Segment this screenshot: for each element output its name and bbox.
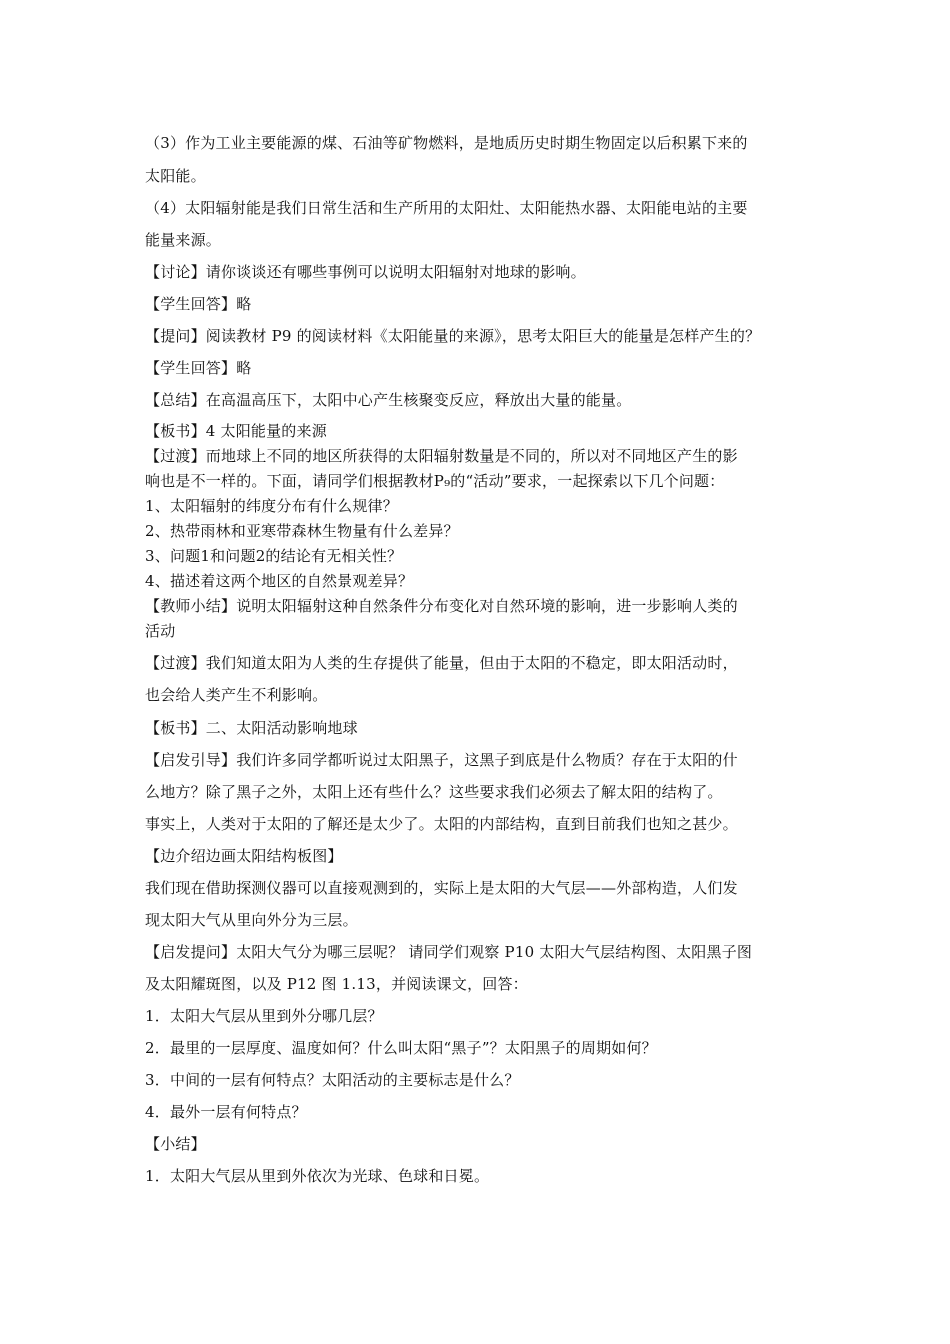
text-line: （3）作为工业主要能源的煤、石油等矿物燃料，是地质历史时期生物固定以后积累下来的 bbox=[145, 134, 748, 152]
text-line: 3、问题1和问题2的结论有无相关性？ bbox=[145, 547, 403, 565]
text-line: 活动 bbox=[145, 622, 176, 640]
text-line: 【边介绍边画太阳结构板图】 bbox=[145, 847, 343, 865]
text-line: 【过渡】而地球上不同的地区所获得的太阳辐射数量是不同的，所以对不同地区产生的影 bbox=[145, 447, 738, 465]
text-line: 及太阳耀斑图，以及 P12 图 1.13，并阅读课文，回答： bbox=[145, 975, 528, 993]
text-line: 【提问】阅读教材 P9 的阅读材料《太阳能量的来源》，思考太阳巨大的能量是怎样产生的？ bbox=[145, 327, 761, 345]
text-line: 么地方？除了黑子之外，太阳上还有些什么？这些要求我们必须去了解太阳的结构了。 bbox=[145, 783, 723, 801]
text-line: 能量来源。 bbox=[145, 231, 222, 249]
text-line: 【板书】4 太阳能量的来源 bbox=[145, 422, 327, 440]
text-line: 响也是不一样的。下面，请同学们根据教材P₉的“活动”要求，一起探索以下几个问题： bbox=[145, 472, 725, 490]
text-line: 2、热带雨林和亚寒带森林生物量有什么差异？ bbox=[145, 522, 459, 540]
text-line: 【小结】 bbox=[145, 1135, 206, 1153]
text-line: 3．中间的一层有何特点？太阳活动的主要标志是什么？ bbox=[145, 1071, 520, 1089]
text-line: 1．太阳大气层从里到外分哪几层？ bbox=[145, 1007, 383, 1025]
text-line: （4）太阳辐射能是我们日常生活和生产所用的太阳灶、太阳能热水器、太阳能电站的主要 bbox=[145, 199, 748, 217]
text-line: 1．太阳大气层从里到外依次为光球、色球和日冕。 bbox=[145, 1167, 490, 1185]
text-line: 【总结】在高温高压下，太阳中心产生核聚变反应，释放出大量的能量。 bbox=[145, 391, 632, 409]
text-line: 1、太阳辐射的纬度分布有什么规律？ bbox=[145, 497, 398, 515]
text-line: 【过渡】我们知道太阳为人类的生存提供了能量，但由于太阳的不稳定，即太阳活动时， bbox=[145, 654, 738, 672]
text-line: 【教师小结】说明太阳辐射这种自然条件分布变化对自然环境的影响，进一步影响人类的 bbox=[145, 597, 738, 615]
text-line: 事实上，人类对于太阳的了解还是太少了。太阳的内部结构，直到目前我们也知之甚少。 bbox=[145, 815, 738, 833]
text-line: 【学生回答】略 bbox=[145, 359, 252, 377]
text-line: 【启发引导】我们许多同学都听说过太阳黑子，这黑子到底是什么物质？存在于太阳的什 bbox=[145, 751, 738, 769]
text-line: 也会给人类产生不利影响。 bbox=[145, 686, 328, 704]
text-line: 4、描述着这两个地区的自然景观差异？ bbox=[145, 572, 414, 590]
text-line: 【讨论】请你谈谈还有哪些事例可以说明太阳辐射对地球的影响。 bbox=[145, 263, 586, 281]
text-line: 【学生回答】略 bbox=[145, 295, 252, 313]
text-line: 现太阳大气从里向外分为三层。 bbox=[145, 911, 358, 929]
text-line: 太阳能。 bbox=[145, 167, 206, 185]
text-line: 4．最外一层有何特点？ bbox=[145, 1103, 307, 1121]
text-line: 我们现在借助探测仪器可以直接观测到的，实际上是太阳的大气层——外部构造，人们发 bbox=[145, 879, 738, 897]
text-line: 【启发提问】太阳大气分为哪三层呢？ 请同学们观察 P10 太阳大气层结构图、太阳黑子图 bbox=[145, 943, 753, 961]
text-line: 【板书】二、太阳活动影响地球 bbox=[145, 719, 358, 737]
text-line: 2．最里的一层厚度、温度如何？什么叫太阳“黑子”？太阳黑子的周期如何？ bbox=[145, 1039, 657, 1057]
